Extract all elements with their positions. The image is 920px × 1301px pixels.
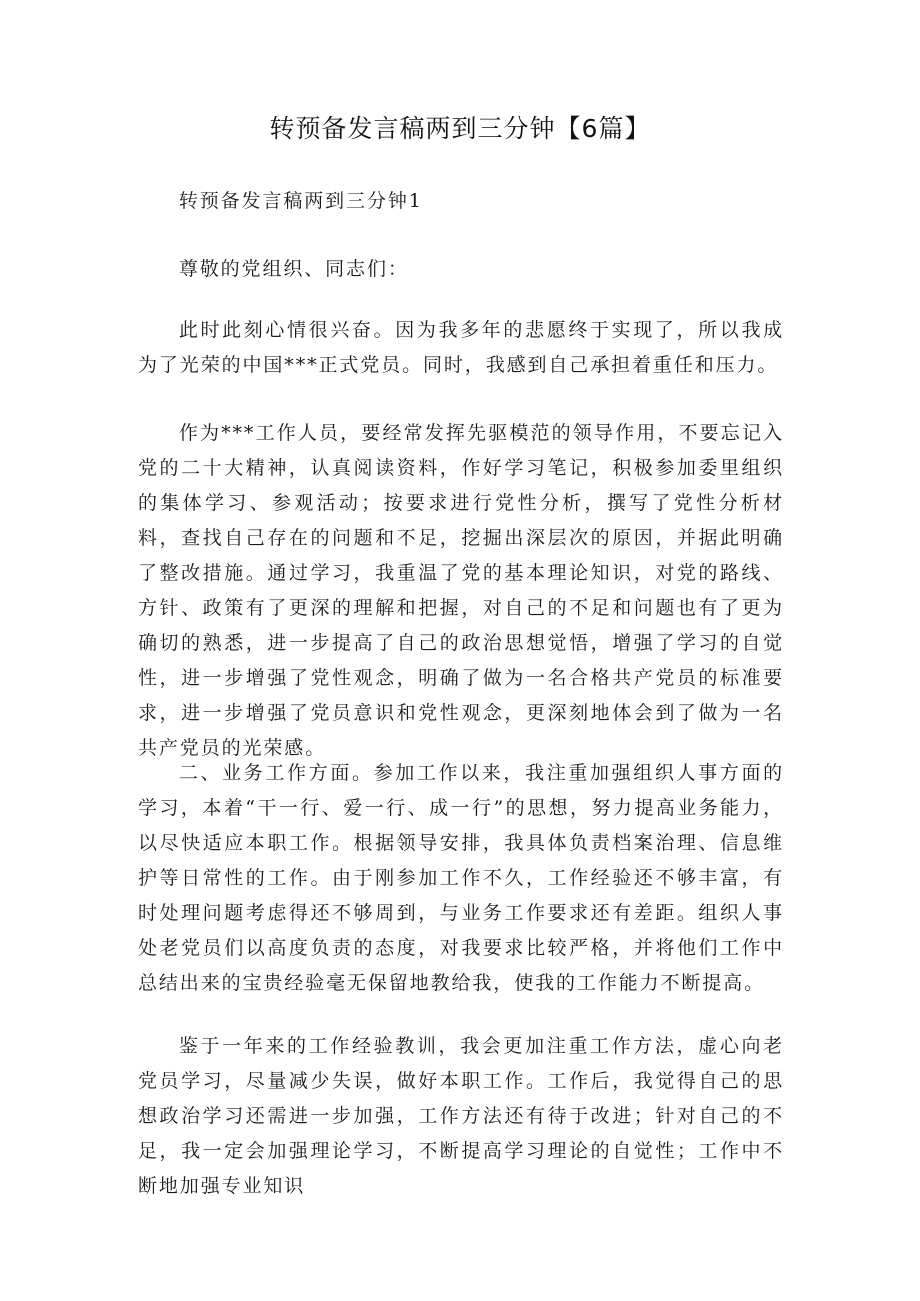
document-title: 转预备发言稿两到三分钟【6篇】 (269, 114, 651, 143)
paragraph-4: 鉴于一年来的工作经验教训，我会更加注重工作方法，虚心向老党员学习，尽量减少失误，做好本职工作。工作后，我觉得自己的思想政治学习还需进一步加强，工作方法还有待于改进；针对自己的不足，我一定会加强理论学习，不断提高学习理论的自觉性；工作中不断地加强专业知识 (138, 1035, 784, 1197)
section-subtitle: 转预备发言稿两到三分钟1 (178, 190, 423, 212)
greeting: 尊敬的党组织、同志们： (178, 258, 409, 280)
paragraph-1: 此时此刻心情很兴奋。因为我多年的悲愿终于实现了，所以我成为了光荣的中国***正式党员。同时，我感到自己承担着重任和压力。 (138, 319, 784, 376)
paragraph-3: 二、业务工作方面。参加工作以来，我注重加强组织人事方面的学习，本着“干一行、爱一行、成一行”的思想，努力提高业务能力，以尽快适应本职工作。根据领导安排，我具体负责档案治理、信息维护等日常性的工作。由于刚参加工作不久，工作经验还不够丰富，有时处理问题考虑得还不够周到，与业务工作要求还有差距。组织人事处老党员们以高度负责的态度，对我要求比较严格，并将他们工作中总结出来的宝贵经验毫无保留地教给我，使我的工作能力不断提高。 (138, 762, 784, 994)
paragraph-2: 作为***工作人员，要经常发挥先驱模范的领导作用，不要忘记入党的二十大精神，认真阅读资料，作好学习笔记，积极参加委里组织的集体学习、参观活动；按要求进行党性分析，撰写了党性分析材料，查找自己存在的问题和不足，挖掘出深层次的原因，并据此明确了整改措施。通过学习，我重温了党的基本理论知识，对党的路线、方针、政策有了更深的理解和把握，对自己的不足和问题也有了更为确切的熟悉，进一步提高了自己的政治思想觉悟，增强了学习的自觉性，进一步增强了党性观念，明确了做为一名合格共产党员的标准要求，进一步增强了党员意识和党性观念，更深刻地体会到了做为一名共产党员的光荣感。 (138, 422, 784, 759)
